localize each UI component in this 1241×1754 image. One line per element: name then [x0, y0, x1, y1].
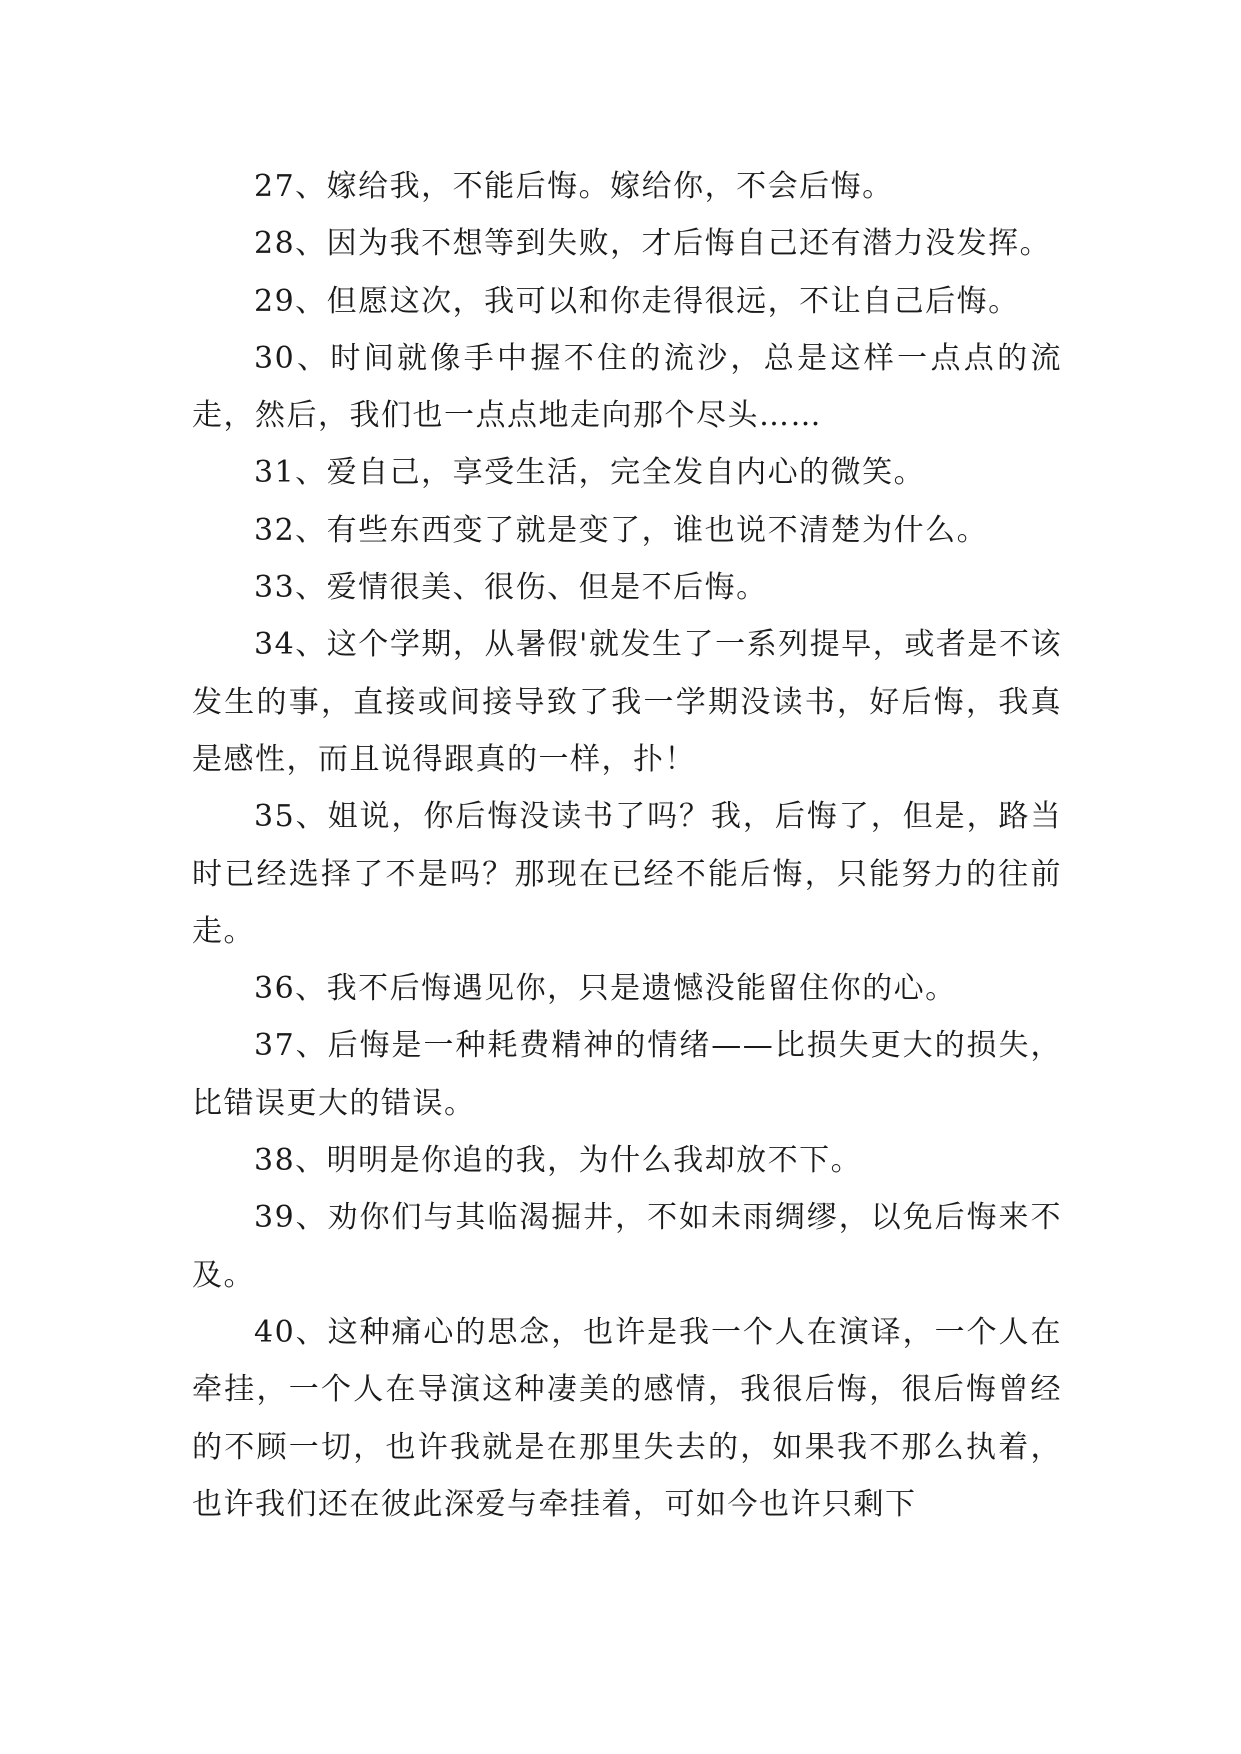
paragraph-40: 40、这种痛心的思念，也许是我一个人在演译，一个人在牵挂，一个人在导演这种凄美的感情，我很后悔，很后悔曾经的不顾一切，也许我就是在那里失去的，如果我不那么执着，也许我们还在彼此深爱与牵挂着，可如今也许只剩下: [192, 1314, 1062, 1522]
paragraph-37: 37、后悔是一种耗费精神的情绪——比损失更大的损失，比错误更大的错误。: [192, 1028, 1062, 1121]
paragraph-36: 36、我不后悔遇见你，只是遗憾没能留住你的心。: [254, 971, 957, 1007]
paragraph-38: 38、明明是你追的我，为什么我却放不下。: [254, 1143, 863, 1179]
paragraph-30: 30、时间就像手中握不住的流沙，总是这样一点点的流走，然后，我们也一点点地走向那个尽头……: [192, 340, 1062, 434]
paragraph-32: 32、有些东西变了就是变了，谁也说不清楚为什么。: [254, 512, 989, 548]
paragraph-28: 28、因为我不想等到失败，才后悔自己还有潜力没发挥。: [254, 226, 1052, 262]
paragraph-33: 33、爱情很美、很伤、但是不后悔。: [254, 570, 768, 606]
paragraph-29: 29、但愿这次，我可以和你走得很远，不让自己后悔。: [254, 283, 1020, 319]
paragraph-34: 34、这个学期，从暑假'就发生了一系列提早，或者是不该发生的事，直接或间接导致了我一学期没读书，好后悔，我真是感性，而且说得跟真的一样，扑！: [192, 627, 1062, 777]
document-body: [192, 158, 1062, 1533]
paragraph-31: 31、爱自己，享受生活，完全发自内心的微笑。: [254, 455, 926, 491]
paragraph-35: 35、姐说，你后悔没读书了吗？我，后悔了，但是，路当时已经选择了不是吗？那现在已经不能后悔，只能努力的往前走。: [192, 799, 1062, 949]
paragraph-27: 27、嫁给我，不能后悔。嫁给你，不会后悔。: [254, 169, 894, 204]
paragraph-39: 39、劝你们与其临渴掘井，不如未雨绸缪，以免后悔来不及。: [192, 1200, 1062, 1293]
